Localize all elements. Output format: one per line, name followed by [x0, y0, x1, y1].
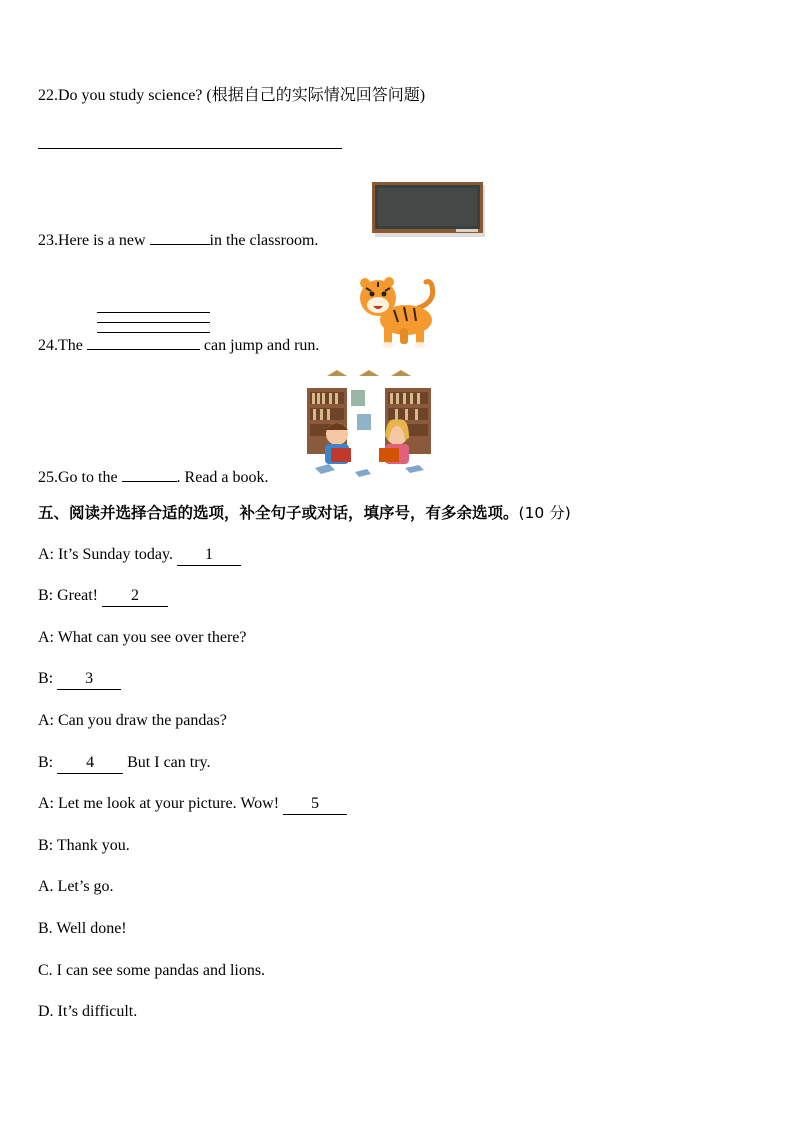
answer-blank-25 — [122, 481, 177, 482]
question-25-prefix: 25.Go to the — [38, 469, 122, 486]
dialogue-text: But I can try. — [123, 754, 211, 771]
dialogue-line — [38, 586, 168, 607]
dialogue-text: A: Can you draw the pandas? — [38, 712, 227, 729]
question-25-suffix: . Read a book. — [176, 469, 269, 486]
option-text: D. It’s difficult. — [38, 1003, 138, 1020]
dialogue-text: B: Thank you. — [38, 837, 130, 854]
option-b — [38, 919, 127, 939]
question-24-prefix: 24.The — [38, 337, 87, 354]
answer-blank-1: 1 — [177, 545, 241, 566]
option-text: A. Let’s go. — [38, 878, 114, 895]
dialogue-text: A: It’s Sunday today. — [38, 546, 177, 563]
answer-blank-23 — [150, 244, 210, 245]
dialogue-line — [38, 669, 121, 690]
dialogue-text: A: Let me look at your picture. Wow! — [38, 795, 284, 812]
answer-blank-4: 4 — [57, 753, 123, 774]
dialogue-text: B: Great! — [38, 587, 102, 604]
answer-blank-5: 5 — [283, 794, 347, 815]
question-23 — [38, 231, 318, 251]
question-24-suffix: can jump and run. — [199, 337, 320, 354]
option-text: B. Well done! — [38, 920, 127, 937]
dialogue-line — [38, 711, 227, 731]
dialogue-line — [38, 753, 211, 774]
dialogue-line — [38, 836, 130, 856]
dialogue-line — [38, 794, 347, 815]
dialogue-text: B: — [38, 670, 58, 687]
question-25 — [38, 468, 269, 488]
tiger-image — [356, 272, 444, 354]
question-22-text: 22.Do you study science? (根据自己的实际情况回答问题) — [38, 87, 426, 104]
blackboard-image — [372, 182, 486, 238]
answer-line-22 — [38, 148, 342, 149]
question-23-suffix: in the classroom. — [209, 232, 319, 249]
question-23-prefix: 23.Here is a new — [38, 232, 150, 249]
option-d — [38, 1002, 137, 1022]
option-c — [38, 961, 265, 981]
section-5-heading — [38, 501, 571, 523]
section-5-title: 五、阅读并选择合适的选项，补全句子或对话，填序号，有多余选项。 — [38, 504, 519, 522]
question-22 — [38, 86, 425, 106]
dialogue-line — [38, 545, 241, 566]
dialogue-line — [38, 628, 247, 648]
answer-blank-3: 3 — [57, 669, 121, 690]
option-text: C. I can see some pandas and lions. — [38, 962, 266, 979]
dialogue-text: B: — [38, 754, 58, 771]
answer-line-24-a — [97, 312, 210, 313]
answer-line-24-c — [97, 332, 210, 333]
answer-blank-24 — [87, 349, 200, 350]
option-a — [38, 877, 114, 897]
library-image — [305, 368, 435, 480]
answer-line-24-b — [97, 322, 210, 323]
section-5-score: (10 分) — [518, 504, 571, 522]
question-24 — [38, 336, 319, 356]
dialogue-text: A: What can you see over there? — [38, 629, 247, 646]
answer-blank-2: 2 — [102, 586, 168, 607]
